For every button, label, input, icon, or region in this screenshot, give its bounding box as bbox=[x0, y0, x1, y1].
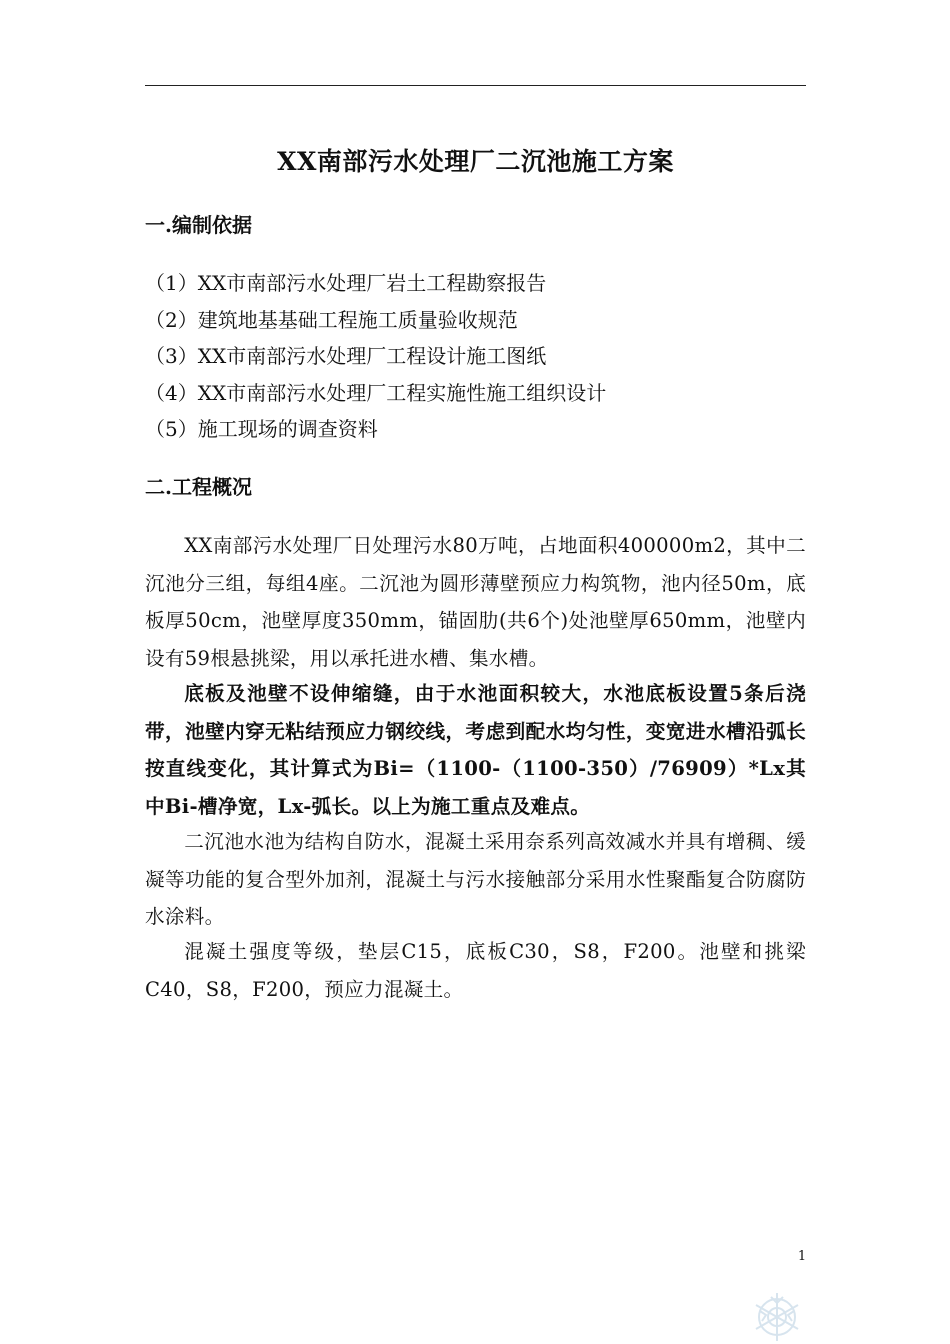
document-title: XX南部污水处理厂二沉池施工方案 bbox=[277, 147, 674, 176]
page-number: 1 bbox=[797, 1249, 807, 1264]
reference-item: （1）XX市南部污水处理厂岩土工程勘察报告 bbox=[145, 271, 547, 295]
waterproofing-paragraph: 二沉池水池为结构自防水，混凝土采用奈系列高效减水并具有增稠、缓凝等功能的复合型外加剂，混凝土与污水接触部分采用水性聚酯复合防腐防水涂料。 bbox=[145, 830, 806, 928]
section-heading-basis: 一.编制依据 bbox=[145, 213, 252, 237]
header-rule bbox=[145, 85, 806, 86]
reference-list bbox=[145, 265, 806, 448]
key-points-paragraph: 底板及池壁不设伸缩缝，由于水池面积较大，水池底板设置5条后浇带，池壁内穿无粘结预应力钢绞线，考虑到配水均匀性，变宽进水槽沿弧长按直线变化，其计算式为Bi=（1100-（1100-350）/76909）*Lx其中Bi-槽净宽，Lx-弧长。以上为施工重点及难点。 bbox=[145, 682, 806, 818]
section-heading-overview: 二.工程概况 bbox=[145, 475, 252, 499]
reference-item: （4）XX市南部污水处理厂工程实施性施工组织设计 bbox=[145, 380, 607, 405]
overview-paragraph: XX南部污水处理厂日处理污水80万吨，占地面积400000m2，其中二沉池分三组，每组4座。二沉池为圆形薄壁预应力构筑物，池内径50m，底板厚50cm，池壁厚度350mm，锚固肋(共6个)处池壁厚650mm，池壁内设有59根悬挑梁，用以承托进水槽、集水槽。 bbox=[145, 534, 806, 670]
concrete-grade-paragraph: 混凝土强度等级，垫层C15，底板C30，S8，F200。池壁和挑梁C40，S8，F200，预应力混凝土。 bbox=[145, 940, 806, 1001]
reference-item: （3）XX市南部污水处理厂工程设计施工图纸 bbox=[145, 344, 547, 368]
snowflake-watermark-icon bbox=[742, 1285, 812, 1341]
reference-item: （5）施工现场的调查资料 bbox=[145, 417, 378, 441]
reference-item: （2）建筑地基基础工程施工质量验收规范 bbox=[145, 307, 518, 332]
